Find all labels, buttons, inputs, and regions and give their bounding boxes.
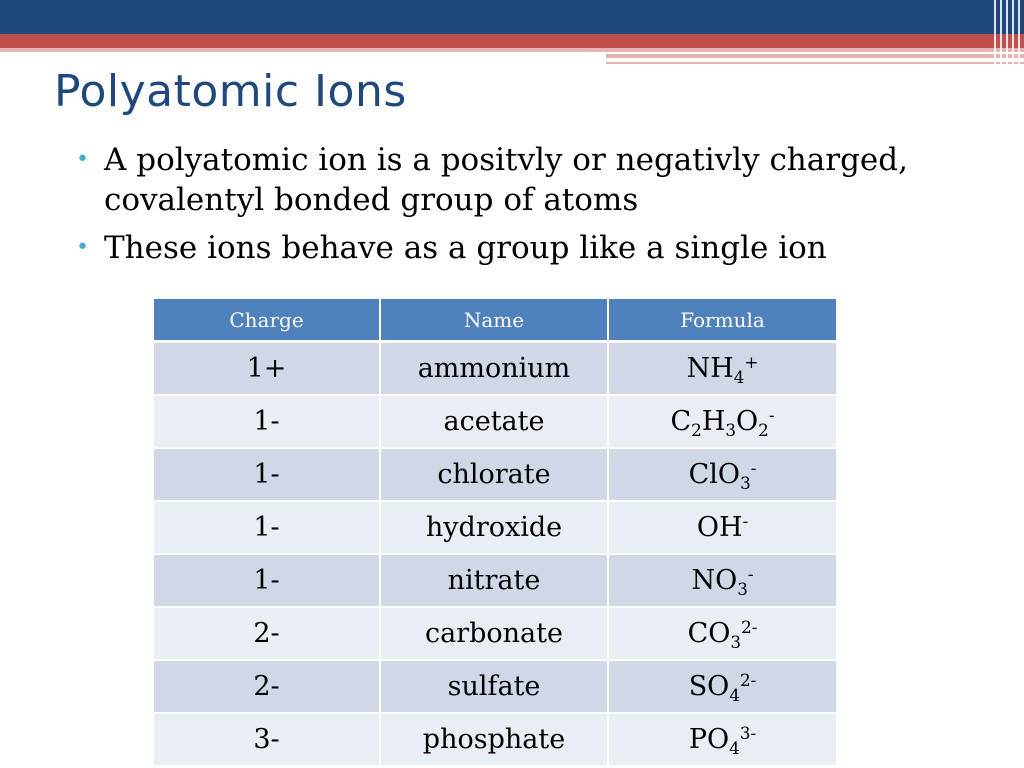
formula-element: SO [688, 671, 730, 702]
table-row [154, 501, 836, 554]
bullet-text: A polyatomic ion is a positvly or negativly charged, covalentyl bonded group of atoms [104, 142, 908, 218]
formula-subscript: 2 [758, 419, 769, 440]
cell-formula [608, 448, 836, 501]
formula-element: C [670, 406, 692, 437]
cell-name: carbonate [380, 607, 608, 660]
cell-name: acetate [380, 395, 608, 448]
formula-subscript: 4 [733, 366, 745, 387]
cell-charge: 1+ [154, 342, 380, 396]
column-header-name: Name [380, 299, 608, 342]
formula-subscript: 4 [729, 737, 740, 758]
table-row [154, 342, 836, 396]
column-header-formula: Formula [608, 299, 836, 342]
cell-name: nitrate [380, 554, 608, 607]
formula-element: ClO [688, 459, 741, 490]
table-row [154, 395, 836, 448]
header-bar-tail [606, 52, 1024, 70]
formula-charge-superscript: 2- [741, 616, 758, 637]
formula-element: CO [687, 618, 731, 649]
bullet-item [76, 140, 976, 220]
cell-formula [608, 395, 836, 448]
formula-element: OH [696, 512, 743, 543]
formula-charge-superscript: 3- [739, 722, 757, 743]
bullet-list [76, 140, 976, 276]
header-decoration-lines [990, 0, 1024, 70]
formula-subscript: 4 [729, 684, 740, 705]
cell-formula [608, 607, 836, 660]
table-row [154, 607, 836, 660]
cell-charge: 2- [154, 660, 380, 713]
formula-subscript: 2 [691, 419, 702, 440]
formula-element: NH [686, 353, 734, 384]
formula-charge-superscript: - [747, 563, 754, 584]
formula-subscript: 3 [725, 419, 737, 440]
cell-formula [608, 660, 836, 713]
polyatomic-ions-table [154, 299, 836, 765]
bullet-dot-icon: • [76, 147, 89, 172]
table-row [154, 660, 836, 713]
formula-element: NO [691, 565, 738, 596]
cell-name: hydroxide [380, 501, 608, 554]
bullet-text: These ions behave as a group like a single ion [104, 230, 827, 266]
cell-formula [608, 501, 836, 554]
formula-charge-superscript: - [768, 404, 775, 425]
formula-charge-superscript: - [742, 510, 749, 531]
table-header-row [154, 299, 836, 342]
cell-formula [608, 713, 836, 765]
column-header-charge: Charge [154, 299, 380, 342]
formula-subscript: 3 [737, 578, 748, 599]
cell-charge: 1- [154, 395, 380, 448]
table-row [154, 713, 836, 765]
header-bar-blue [0, 0, 1024, 34]
table-row [154, 554, 836, 607]
formula-element: PO [688, 724, 730, 755]
slide-title: Polyatomic Ions [54, 66, 407, 117]
cell-name: phosphate [380, 713, 608, 765]
cell-charge: 3- [154, 713, 380, 765]
cell-name: ammonium [380, 342, 608, 396]
formula-subscript: 3 [730, 631, 742, 652]
formula-subscript: 3 [740, 472, 751, 493]
formula-element: H [701, 406, 726, 437]
cell-charge: 1- [154, 554, 380, 607]
cell-charge: 1- [154, 501, 380, 554]
formula-charge-superscript: 2- [739, 669, 757, 690]
cell-name: chlorate [380, 448, 608, 501]
formula-charge-superscript: + [744, 351, 759, 372]
formula-charge-superscript: - [750, 457, 757, 478]
bullet-item [76, 228, 976, 268]
header-bar-red [0, 34, 1024, 48]
formula-element: O [736, 406, 759, 437]
cell-formula [608, 342, 836, 396]
cell-charge: 2- [154, 607, 380, 660]
bullet-dot-icon: • [76, 235, 89, 260]
cell-formula [608, 554, 836, 607]
table-row [154, 448, 836, 501]
cell-charge: 1- [154, 448, 380, 501]
cell-name: sulfate [380, 660, 608, 713]
